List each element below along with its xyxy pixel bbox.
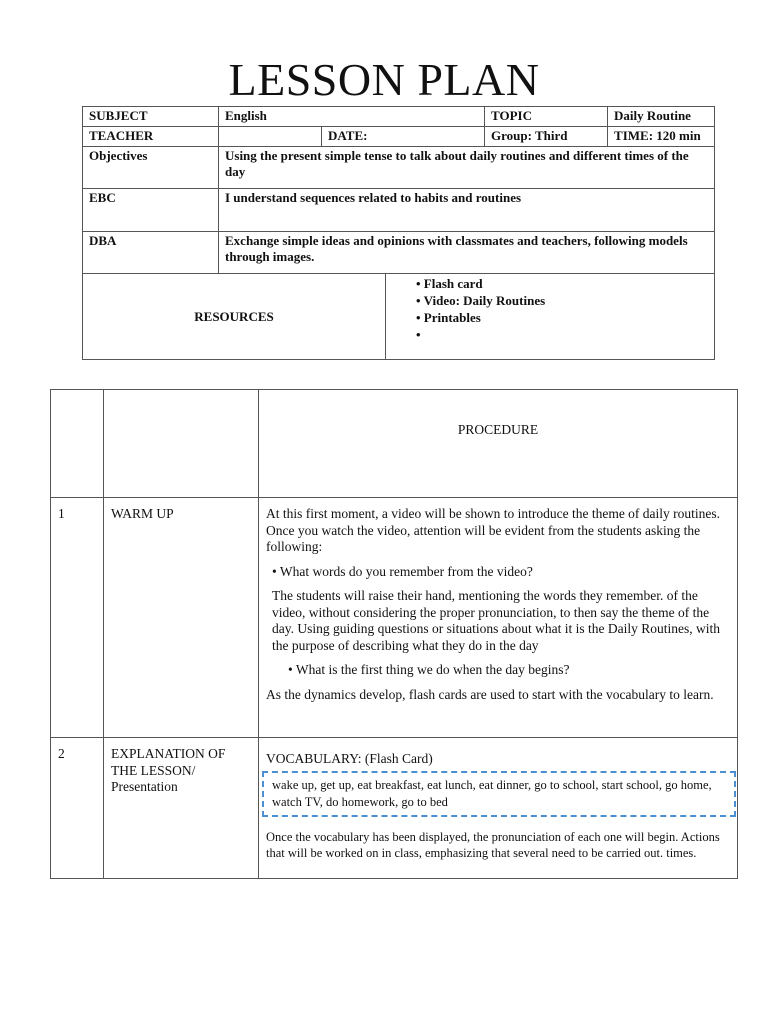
resources-label: RESOURCES xyxy=(83,274,386,360)
section-name: WARM UP xyxy=(104,498,259,738)
subject-label: SUBJECT xyxy=(83,107,219,127)
objectives-label: Objectives xyxy=(83,147,219,189)
resource-item: • Video: Daily Routines xyxy=(416,293,546,308)
dba-label: DBA xyxy=(83,232,219,274)
row-number: 1 xyxy=(51,498,104,738)
resources-row xyxy=(83,274,715,360)
teacher-value xyxy=(219,127,322,147)
time-value: TIME: 120 min xyxy=(608,127,715,147)
procedure-table xyxy=(50,389,738,879)
ebc-label: EBC xyxy=(83,189,219,232)
vocabulary-label: VOCABULARY: (Flash Card) xyxy=(266,751,433,766)
warmup-paragraph-3: As the dynamics develop, flash cards are used to start with the vocabulary to learn. xyxy=(266,686,714,702)
date-label: DATE: xyxy=(322,127,485,147)
subject-row xyxy=(83,107,715,127)
lesson-info-table xyxy=(82,106,715,360)
warmup-question-1: • What words do you remember from the video? xyxy=(272,563,533,579)
warmup-intro: At this first moment, a video will be shown to introduce the theme of daily routines. Once you watch the video, attention will be evident from the students asking the following: xyxy=(266,506,721,554)
dba-value: Exchange simple ideas and opinions with classmates and teachers, following models through images. xyxy=(219,232,715,274)
teacher-label: TEACHER xyxy=(83,127,219,147)
page-title: LESSON PLAN xyxy=(228,54,540,105)
resource-item: • Printables xyxy=(416,310,481,325)
warmup-question-2: • What is the first thing we do when the day begins? xyxy=(288,662,570,677)
explanation-paragraph: Once the vocabulary has been displayed, the pronunciation of each one will begin. Actions that will be worked on in class, emphasizing that several need to be carried out. times. xyxy=(266,829,720,860)
objectives-row xyxy=(83,147,715,189)
teacher-row xyxy=(83,127,715,147)
topic-value: Daily Routine xyxy=(608,107,715,127)
resources-list xyxy=(416,275,684,343)
ebc-row xyxy=(83,189,715,232)
procedure-header-row xyxy=(51,390,738,498)
procedure-row xyxy=(51,498,738,738)
subject-value: English xyxy=(219,107,485,127)
ebc-value: I understand sequences related to habits and routines xyxy=(219,189,715,232)
resource-item: • Flash card xyxy=(416,276,483,291)
procedure-header: PROCEDURE xyxy=(259,390,738,498)
group-value: Group: Third xyxy=(485,127,608,147)
topic-label: TOPIC xyxy=(485,107,608,127)
resource-item: • xyxy=(416,327,421,342)
vocabulary-box: wake up, get up, eat breakfast, eat lunch, eat dinner, go to school, start school, go home, watch TV, do homework, go to bed xyxy=(262,771,736,817)
objectives-value: Using the present simple tense to talk about daily routines and different times of the day xyxy=(219,147,715,189)
dba-row xyxy=(83,232,715,274)
row-number: 2 xyxy=(51,738,104,879)
warmup-paragraph-2: The students will raise their hand, mentioning the words they remember. of the video, without considering the proper pronunciation, to then say the theme of the day. Using guiding questions or situations about what it is the Daily Routines, with the purpose of describing what they do in the day xyxy=(272,588,720,653)
section-name: EXPLANATION OF THE LESSON/ Presentation xyxy=(104,738,259,879)
procedure-row xyxy=(51,738,738,879)
